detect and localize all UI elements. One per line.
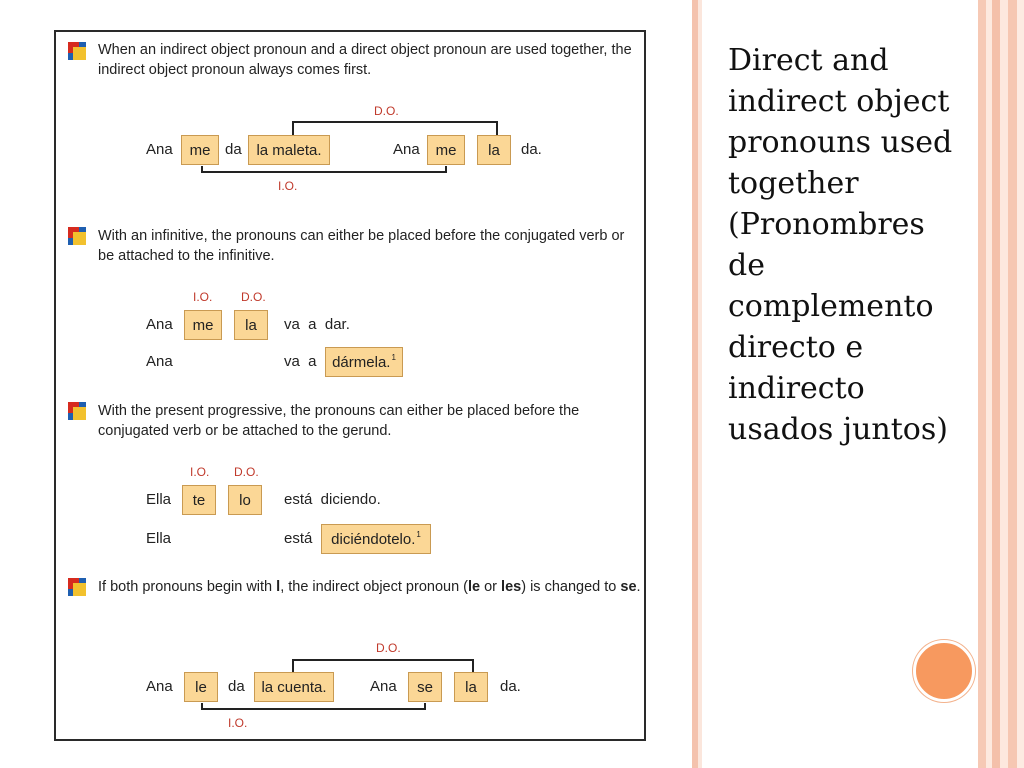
- section-2-text: With an infinitive, the pronouns can either be placed before the conjugated verb or be attached to the infinitive.: [98, 228, 625, 264]
- do-label: D.O.: [234, 465, 259, 479]
- example-word: Ana: [370, 678, 397, 695]
- bullet-icon: [68, 402, 86, 420]
- io-bracket: [445, 166, 447, 172]
- example-word: Ana: [146, 141, 173, 158]
- io-bracket: [424, 703, 426, 709]
- attached-pronoun-box: diciéndotelo. $^1$: [321, 524, 431, 554]
- do-noun-box: la maleta.: [248, 135, 330, 165]
- do-bracket: [292, 121, 498, 123]
- example-verb: va a dar.: [284, 316, 350, 333]
- do-pronoun-box: la: [454, 672, 488, 702]
- example-verb: va a: [284, 353, 317, 370]
- section-4-text: If both pronouns begin with l, the indirect object pronoun (le or les) is changed to se.: [98, 579, 641, 595]
- grammar-panel: [54, 30, 646, 741]
- io-pronoun-box: me: [427, 135, 465, 165]
- example-word: Ella: [146, 491, 172, 508]
- io-bracket: [201, 708, 426, 710]
- example-word: Ana: [146, 678, 173, 695]
- bullet-icon: [68, 578, 86, 596]
- decorative-stripe: [698, 0, 702, 768]
- decorative-stripe: [992, 0, 1000, 768]
- section-3-text: With the present progressive, the pronouns can either be placed before the conjugated verb or be attached to the gerund.: [98, 403, 580, 439]
- section-1-text: When an indirect object pronoun and a direct object pronoun are used together, the indirect object pronoun always comes first.: [98, 42, 632, 78]
- example-word: Ana: [146, 316, 173, 333]
- io-label: I.O.: [193, 290, 213, 304]
- do-bracket: [472, 659, 474, 672]
- do-bracket: [496, 121, 498, 135]
- example-word: Ella: [146, 530, 172, 547]
- decorative-circle: [913, 640, 975, 702]
- do-label: D.O.: [376, 641, 401, 655]
- example-word: da: [228, 678, 245, 695]
- io-bracket: [201, 171, 447, 173]
- do-noun-box: la cuenta.: [254, 672, 334, 702]
- example-word: da: [225, 141, 242, 158]
- do-pronoun-box: la: [477, 135, 511, 165]
- do-bracket: [292, 121, 294, 135]
- do-pronoun-box: lo: [228, 485, 262, 515]
- example-word: da.: [521, 141, 542, 158]
- attached-pronoun-box: dármela. $^1$: [325, 347, 403, 377]
- io-pronoun-box: se: [408, 672, 442, 702]
- io-label: I.O.: [228, 716, 248, 730]
- do-bracket: [292, 659, 294, 672]
- do-pronoun-box: la: [234, 310, 268, 340]
- decorative-stripe: [978, 0, 986, 768]
- io-pronoun-box: te: [182, 485, 216, 515]
- io-pronoun-box: le: [184, 672, 218, 702]
- decorative-stripe: [1000, 0, 1008, 768]
- example-word: Ana: [146, 353, 173, 370]
- io-label: I.O.: [190, 465, 210, 479]
- example-verb: está: [284, 530, 313, 547]
- io-pronoun-box: me: [181, 135, 219, 165]
- slide-title: Direct and indirect object pronouns used together (Pronombres de complemento directo e indirecto usados juntos): [728, 43, 953, 447]
- do-label: D.O.: [374, 104, 399, 118]
- example-word: Ana: [393, 141, 420, 158]
- example-verb: está diciendo.: [284, 491, 381, 508]
- decorative-stripe: [1017, 0, 1024, 768]
- io-label: I.O.: [278, 179, 298, 193]
- bullet-icon: [68, 42, 86, 60]
- decorative-stripe: [1008, 0, 1017, 768]
- example-word: da.: [500, 678, 521, 695]
- io-pronoun-box: me: [184, 310, 222, 340]
- do-bracket: [292, 659, 474, 661]
- do-label: D.O.: [241, 290, 266, 304]
- bullet-icon: [68, 227, 86, 245]
